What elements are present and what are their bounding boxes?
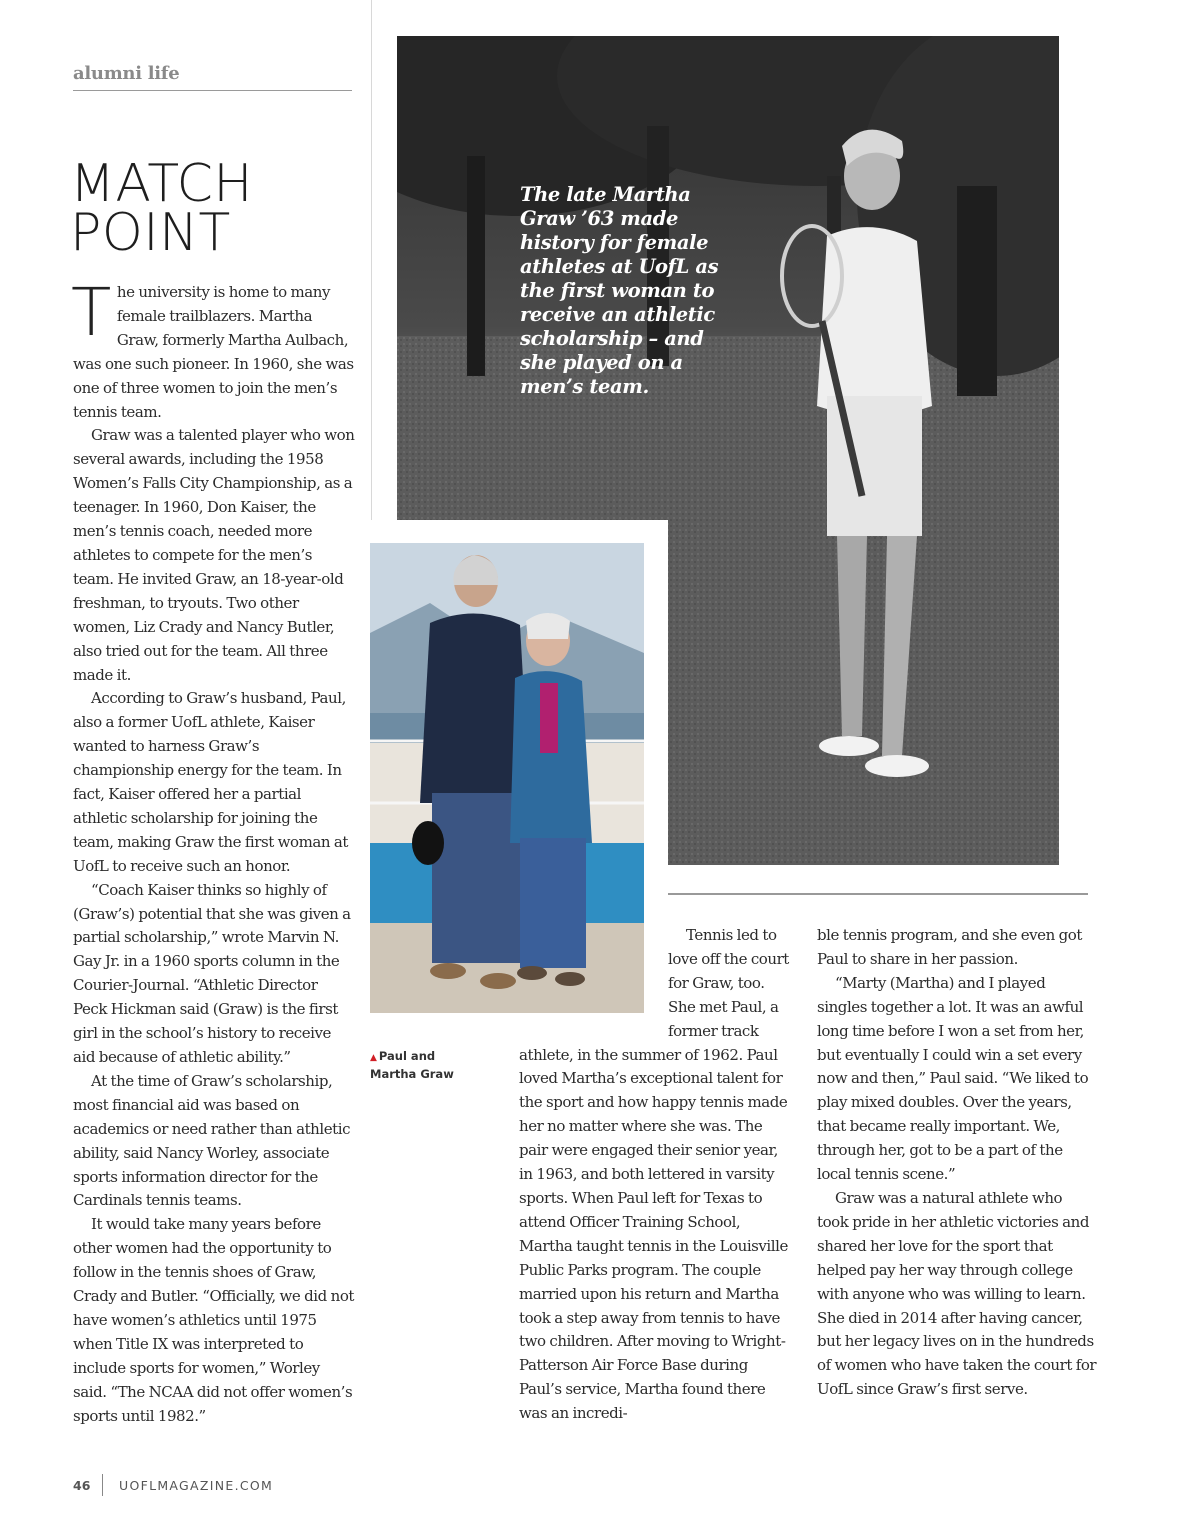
paragraph: Tennis led to love off the court for Graw, too. She met Paul, a former track athlete, in the summer of 1962. Paul loved Martha’s exceptional talent for the sport and how happy tennis made her no matter where she was. The pair were engaged their senior year, in 1963, and both lettered in varsity sports. When Paul left for Texas to attend Officer Training School, Martha taught tennis in the Louisville Public Parks program. The couple married upon his return and Martha took a step away from tennis to have two children. After moving to Wright-Patterson Air Force Base during Paul’s service, Martha found there was an incredi- [519,926,789,1423]
paragraph: Graw was a natural athlete who took pride in her athletic victories and shared her love for the sport that helped pay her way through college with anyone who was willing to learn. She died in 2014 after having cancer, but her legacy lives on in the hundreds of women who have taken the court for UofL since Graw’s first serve. [817,1188,1097,1399]
paragraph: According to Graw’s husband, Paul, also a former UofL athlete, Kaiser wanted to harness Graw’s championship energy for the team. In fact, Kaiser offered her a partial athletic scholarship for joining the team, making Graw the first woman at UofL to receive such an honor. [73,689,348,875]
paragraph: It would take many years before other women had the opportunity to follow in the tennis shoes of Graw, Crady and Butler. “Officially, we did not have women’s athletics until 1975 when Title IX was interpreted to include sports for women,” Worley said. “The NCAA did not offer women’s sports until 1982.” [73,1215,354,1425]
page-number: 46 [73,1478,91,1493]
paragraph: “Coach Kaiser thinks so highly of (Graw’s) potential that she was given a partial scholarship,” wrote Marvin N. Gay Jr. in a 1960 sports column in the Courier-Journal. “Athletic Director Peck Hickman said (Graw) is the first girl in the school’s history to receive aid because of athletic ability.” [73,880,351,1066]
headline-line-1: MATCH [70,154,254,214]
photo-wrap-spacer [519,924,668,1042]
paragraph: “Marty (Martha) and I played singles together a lot. It was an awful long time before I won a set from her, but eventually I could win a set every now and then,” Paul said. “We liked to play mixed doubles. Over the years, that became really important. We, through her, got to be a part of the local tennis scene.” [817,973,1089,1184]
paragraph: ble tennis program, and she even got Paul to share in her passion. [817,926,1082,968]
drop-cap: T [71,274,111,351]
article-column-1 [71,274,355,1429]
caption-marker-icon: ▲ [370,1053,377,1063]
paragraph-text: he university is home to many female trailblazers. Martha Graw, formerly Martha Aulbach, was one such pioneer. In 1960, she was one of three women to join the men’s tennis team. [73,283,354,421]
section-rule [73,90,352,91]
paragraph [71,274,355,424]
paragraph: Graw was a talented player who won several awards, including the 1958 Women’s Falls City Championship, as a teenager. In 1960, Don Kaiser, the men’s tennis coach, needed more athletes to compete for the men’s team. He invited Graw, an 18-year-old freshman, to tryouts. Two other women, Liz Crady and Nancy Butler, also tried out for the team. All three made it. [73,426,355,684]
paragraph: At the time of Graw’s scholarship, most financial aid was based on academics or need rather than athletic ability, said Nancy Worley, associate sports information director for the Cardinals tennis teams. [73,1071,351,1210]
page-gutter-line [371,0,372,600]
inset-photo-caption [370,1048,480,1082]
headline [70,154,360,263]
inset-caption-text: Paul and Martha Graw [370,1049,454,1081]
article-column-3 [817,924,1097,1402]
photo-bottom-rule [668,893,1088,895]
section-label: alumni life [73,63,180,84]
footer-divider [102,1474,103,1496]
site-url: UOFLMAGAZINE.COM [119,1478,274,1493]
hero-photo-caption: The late Martha Graw ’63 made history for female athletes at UofL as the first woman to receive an athletic scholarship – and she played on a men’s team. [520,183,719,398]
article-column-2 [519,924,789,1426]
headline-line-2: POINT [70,203,231,263]
